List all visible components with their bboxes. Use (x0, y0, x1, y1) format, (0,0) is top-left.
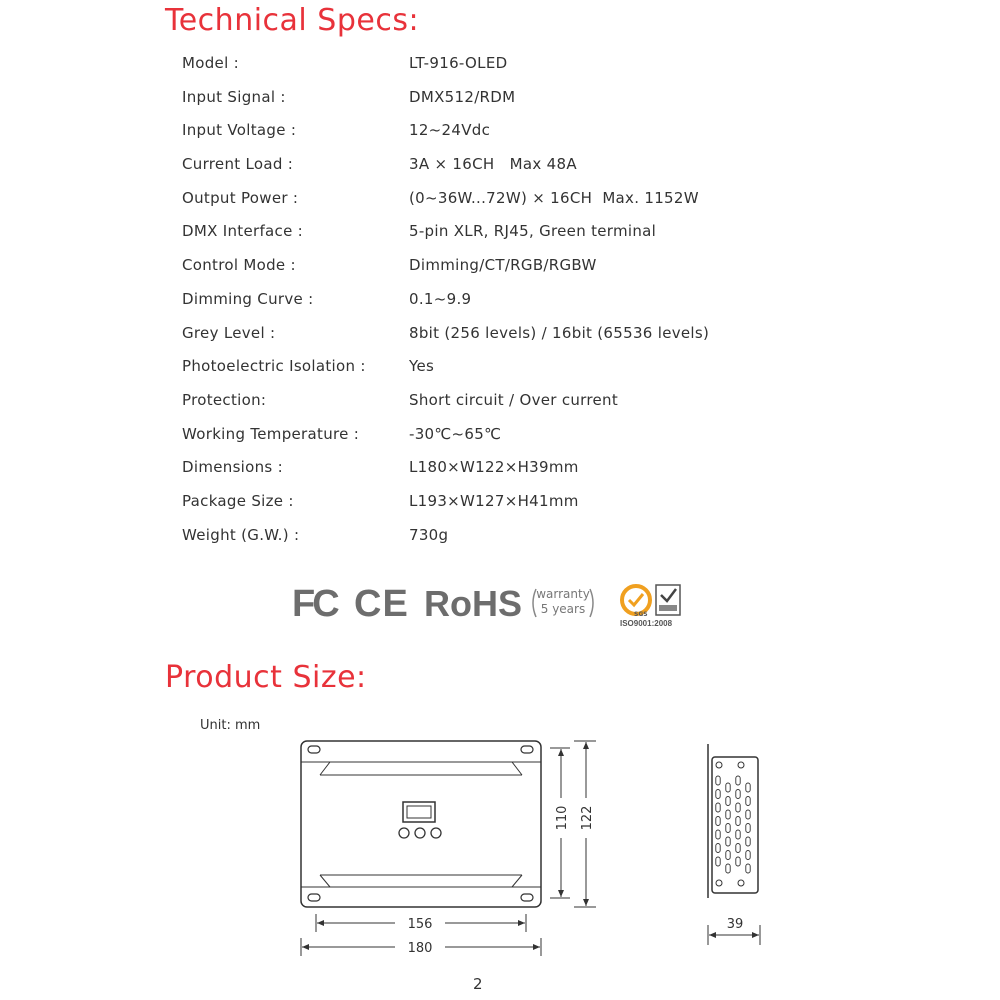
spec-value: L180×W122×H39mm (409, 458, 579, 477)
unit-label: Unit: mm (200, 718, 261, 733)
front-view-outline (301, 741, 541, 907)
dimension-label-156: 156 (407, 917, 433, 932)
vent-slot (736, 776, 740, 785)
height-dimension-inner (550, 748, 570, 898)
warranty-line2: 5 years (540, 602, 586, 616)
side-view-hole (716, 762, 722, 768)
vent-slot (726, 824, 730, 833)
front-view (301, 741, 541, 907)
depth-dimension (708, 917, 760, 945)
control-button (415, 828, 425, 838)
spec-label: Package Size : (182, 491, 294, 510)
vent-slot (716, 857, 720, 866)
front-bevel-line (320, 875, 330, 887)
vent-slot (736, 790, 740, 799)
spec-value: (0~36W...72W) × 16CH Max. 1152W (409, 188, 699, 207)
iso-certification-label: ISO9001:2008 (620, 619, 673, 628)
mounting-hole (521, 894, 533, 901)
rohs-logo: RoHS (424, 583, 522, 624)
spec-label: Grey Level : (182, 323, 276, 342)
vent-slot (716, 844, 720, 853)
spec-value: Dimming/CT/RGB/RGBW (409, 256, 597, 275)
spec-label: Input Voltage : (182, 121, 297, 140)
control-button (399, 828, 409, 838)
side-view (708, 744, 758, 898)
side-view-hole (716, 880, 722, 886)
spec-value: LT-916-OLED (409, 54, 508, 72)
spec-value: Short circuit / Over current (409, 390, 619, 409)
vent-slot (746, 797, 750, 806)
technical-specs-title: Technical Specs: (165, 3, 420, 38)
width-dimension-inner (316, 914, 526, 932)
vent-slot (746, 837, 750, 846)
spec-value: -30℃~65℃ (409, 424, 502, 443)
spec-value: Yes (409, 357, 435, 376)
vent-slot (746, 851, 750, 860)
spec-value: 3A × 16CH Max 48A (409, 155, 577, 174)
warranty-line1: warranty (536, 587, 590, 601)
mounting-hole (521, 746, 533, 753)
iso-seal-text: SGS (634, 611, 648, 618)
height-dimension-outer (574, 741, 596, 907)
oled-screen (403, 802, 435, 822)
front-bevel-line (512, 762, 522, 775)
spec-value: 5-pin XLR, RJ45, Green terminal (409, 222, 657, 241)
vent-slot (736, 844, 740, 853)
side-view-hole (738, 762, 744, 768)
spec-value: L193×W127×H41mm (409, 491, 579, 510)
spec-label: Current Load : (182, 155, 294, 174)
vent-slot (716, 790, 720, 799)
vent-slot (736, 803, 740, 812)
fc-logo: FC (292, 583, 337, 625)
vent-slot (726, 810, 730, 819)
vent-slot (736, 817, 740, 826)
control-button (431, 828, 441, 838)
dimension-label-39: 39 (726, 917, 744, 932)
mounting-hole (308, 746, 320, 753)
spec-label: Protection: (182, 390, 267, 409)
vent-slot (746, 783, 750, 792)
side-view-hole (738, 880, 744, 886)
vent-slot (726, 797, 730, 806)
vent-slot (726, 837, 730, 846)
vent-slot (716, 830, 720, 839)
vent-slot (746, 810, 750, 819)
vent-slot (716, 817, 720, 826)
page-number: 2 (473, 975, 483, 993)
spec-label: Photoelectric Isolation : (182, 357, 366, 376)
spec-value: 8bit (256 levels) / 16bit (65536 levels) (409, 323, 710, 342)
mounting-hole (308, 894, 320, 901)
spec-value: DMX512/RDM (409, 87, 516, 106)
dimension-label-122: 122 (580, 805, 595, 831)
product-size-title: Product Size: (165, 660, 367, 695)
spec-value: 12~24Vdc (409, 121, 491, 140)
width-dimension-outer (301, 938, 541, 956)
oled-screen-inner (407, 806, 431, 818)
vent-slot (736, 830, 740, 839)
vent-slots (716, 776, 750, 873)
ce-logo: CE (354, 583, 409, 625)
front-bevel-line (320, 762, 330, 775)
spec-value: 730g (409, 525, 449, 544)
vent-slot (726, 851, 730, 860)
vent-slot (716, 803, 720, 812)
vent-slot (716, 776, 720, 785)
spec-label: Input Signal : (182, 87, 286, 106)
spec-label: Output Power : (182, 188, 299, 207)
spec-label: Weight (G.W.) : (182, 525, 300, 544)
spec-label: Dimensions : (182, 458, 283, 477)
spec-label: Working Temperature : (182, 424, 360, 443)
front-bevel-line (512, 875, 522, 887)
spec-value: 0.1~9.9 (409, 289, 472, 308)
vent-slot (726, 864, 730, 873)
vent-slot (726, 783, 730, 792)
spec-label: DMX Interface : (182, 222, 304, 241)
vent-slot (746, 824, 750, 833)
dimension-label-110: 110 (555, 805, 570, 831)
vent-slot (736, 857, 740, 866)
dimension-label-180: 180 (407, 941, 433, 956)
spec-label: Control Mode : (182, 256, 296, 275)
spec-label: Model : (182, 54, 239, 72)
spec-label: Dimming Curve : (182, 289, 314, 308)
vent-slot (746, 864, 750, 873)
